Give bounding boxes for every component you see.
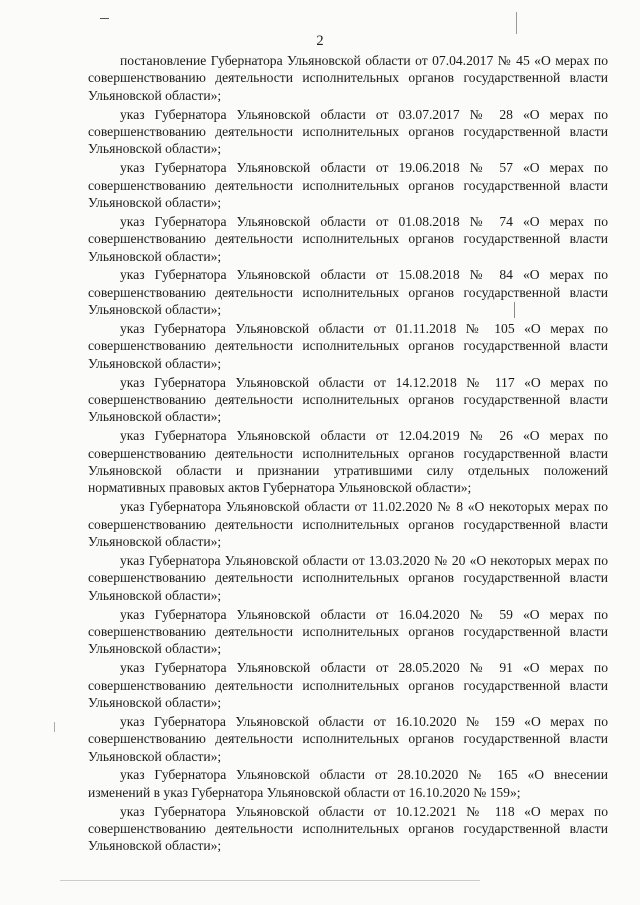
scan-artifact (100, 18, 109, 19)
paragraph-13: указ Губернатора Ульяновской области от 16.10.2020 № 159 «О мерах по совершенствованию деятельности исполнительных органов государственной власти Ульяновской области»; (88, 713, 608, 764)
paragraph-14: указ Губернатора Ульяновской области от 28.10.2020 № 165 «О внесении изменений в указ Губернатора Ульяновской области от 16.10.2020 № 159»; (88, 767, 608, 800)
paragraph-15: указ Губернатора Ульяновской области от 10.12.2021 № 118 «О мерах по совершенствованию деятельности исполнительных органов государственной власти Ульяновской области»; (88, 803, 608, 854)
paragraph-6: указ Губернатора Ульяновской области от 01.11.2018 № 105 «О мерах по совершенствованию деятельности исполнительных органов государственной власти Ульяновской области»; (88, 321, 608, 371)
paragraph-5: указ Губернатора Ульяновской области от 15.08.2018 № 84 «О мерах по совершенствованию деятельности исполнительных органов государственной власти Ульяновской области»; (88, 267, 608, 318)
paragraph-10: указ Губернатора Ульяновской области от 13.03.2020 № 20 «О некоторых мерах по совершенствованию деятельности исполнительных органов государственной власти Ульяновской области»; (88, 552, 608, 603)
scan-artifact (60, 880, 480, 881)
paragraph-1: постановление Губернатора Ульяновской области от 07.04.2017 № 45 «О мерах по совершенствованию деятельности исполнительных органов государственной власти Ульяновской области»; (88, 53, 608, 103)
scan-artifact (54, 722, 55, 732)
paragraph-4: указ Губернатора Ульяновской области от 01.08.2018 № 74 «О мерах по совершенствованию деятельности исполнительных органов государственной власти Ульяновской области»; (88, 213, 608, 264)
paragraph-12: указ Губернатора Ульяновской области от 28.05.2020 № 91 «О мерах по совершенствованию деятельности исполнительных органов государственной власти Ульяновской области»; (88, 660, 608, 710)
paragraph-2: указ Губернатора Ульяновской области от 03.07.2017 № 28 «О мерах по совершенствованию деятельности исполнительных органов государственной власти Ульяновской области»; (88, 106, 608, 157)
page-number: 2 (316, 33, 324, 49)
paragraph-7: указ Губернатора Ульяновской области от 14.12.2018 № 117 «О мерах по совершенствованию деятельности исполнительных органов государственной власти Ульяновской области»; (88, 374, 608, 425)
paragraph-9: указ Губернатора Ульяновской области от 11.02.2020 № 8 «О некоторых мерах по совершенствованию деятельности исполнительных органов государственной власти Ульяновской области»; (88, 499, 608, 550)
paragraph-11: указ Губернатора Ульяновской области от 16.04.2020 № 59 «О мерах по совершенствованию деятельности исполнительных органов государственной власти Ульяновской области»; (88, 606, 608, 657)
paragraph-8: указ Губернатора Ульяновской области от 12.04.2019 № 26 «О мерах по совершенствованию деятельности исполнительных органов государственной власти Ульяновской области и признании утратившими силу отдельных положений нормативных правовых актов Губернатора Ульяновской области»; (88, 428, 608, 496)
paragraph-3: указ Губернатора Ульяновской области от 19.06.2018 № 57 «О мерах по совершенствованию деятельности исполнительных органов государственной власти Ульяновской области»; (88, 160, 608, 211)
document-body (88, 52, 608, 856)
scan-artifact (516, 12, 517, 34)
